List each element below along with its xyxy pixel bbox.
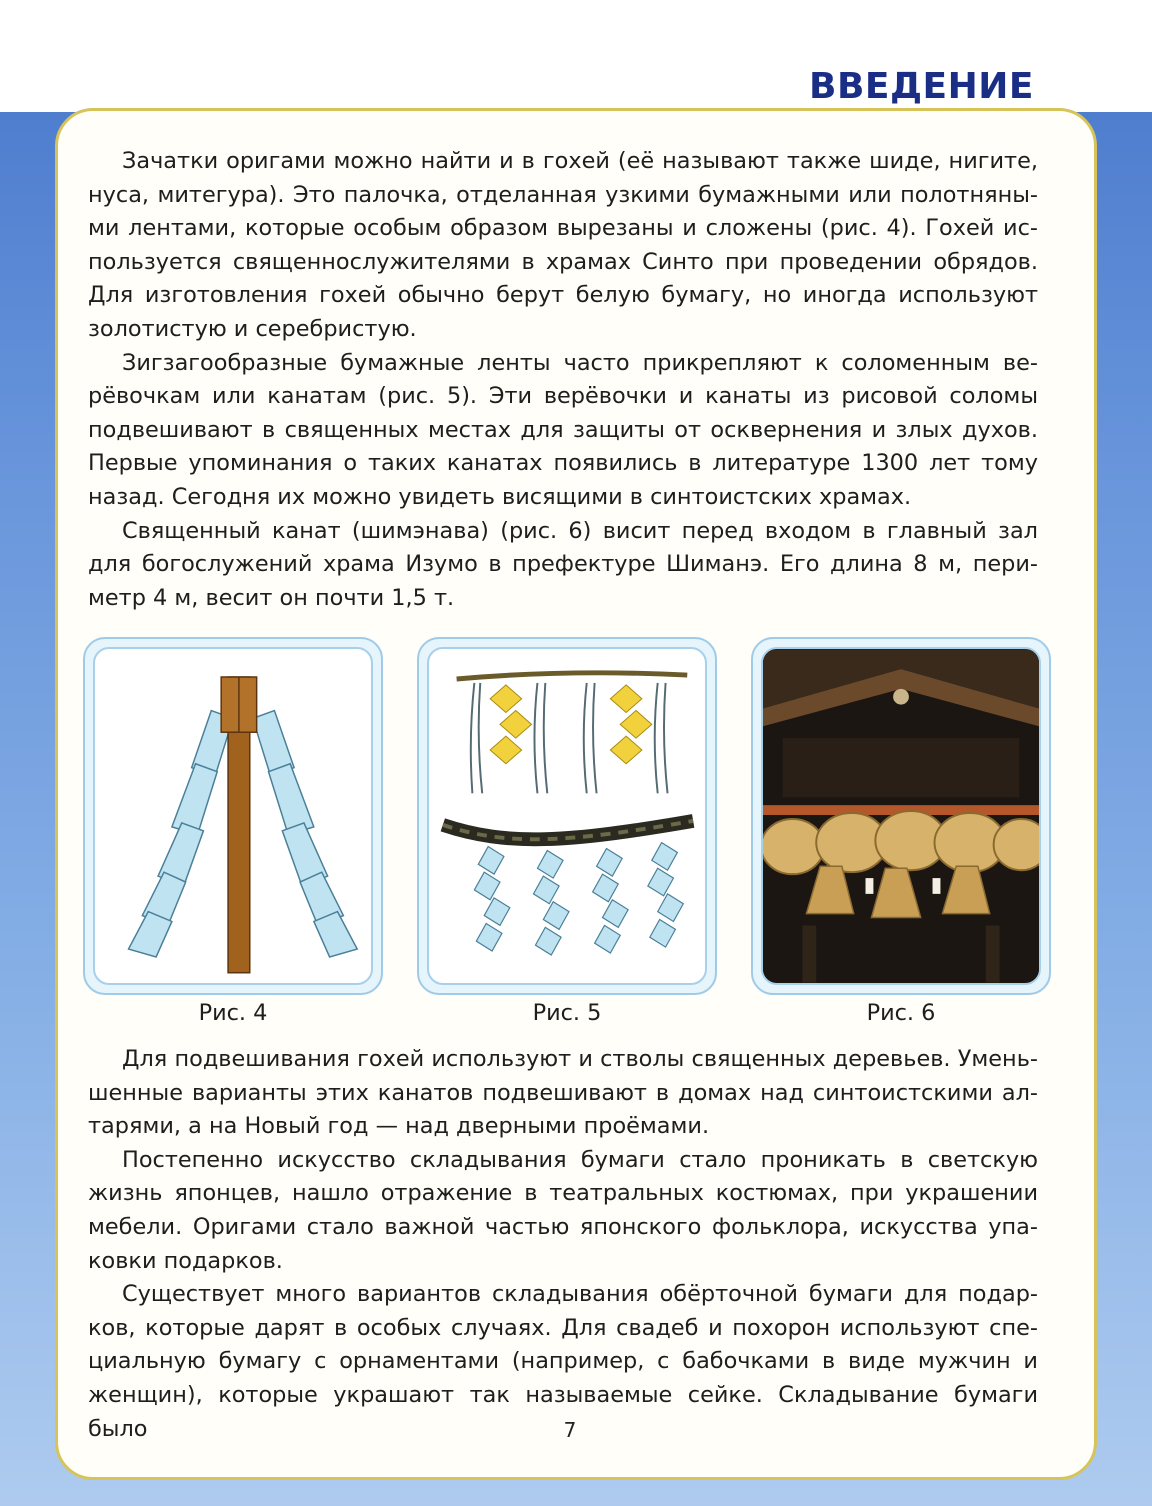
rope-strips-illustration <box>429 649 705 983</box>
page-number: 7 <box>563 1418 577 1442</box>
hanging-thread <box>655 683 668 793</box>
paper-strip <box>129 912 172 957</box>
paper-zigzag <box>474 872 500 900</box>
paragraph-gohei: Зачатки оригами можно найти и в гохей (её называют также шиде, нигите, нуса, митегура). Это палочка, отделанная узкими бумажными или полотняными лентами, которые особым образом вырезаны и сложены (рис. 4). Гохей используется священнослужителями в храмах Синто при проведении обрядов. Для изготовления гохей обычно берут белую бумагу, но иногда используют золотистую и серебристую. <box>88 148 1038 342</box>
paper-zigzag <box>602 900 628 928</box>
gohei-illustration <box>95 649 371 983</box>
shimenawa-photo <box>763 649 1039 983</box>
figure-6-photo <box>761 647 1041 985</box>
gold-zigzag <box>500 711 532 739</box>
body-text-bottom <box>88 1043 1038 1446</box>
gold-zigzag <box>490 736 522 764</box>
hanging-thread <box>471 683 482 793</box>
paper-zigzag <box>595 925 621 953</box>
gold-zigzag <box>490 685 522 713</box>
paper-zigzag <box>597 849 623 877</box>
roof-crest <box>893 689 909 705</box>
paper-zigzag <box>476 923 502 951</box>
paper-zigzag <box>533 876 559 904</box>
paper-zigzag <box>648 868 674 896</box>
paper-zigzag <box>478 847 504 875</box>
paper-zigzag <box>658 894 684 922</box>
figure-5-caption: Рис. 5 <box>532 1000 602 1026</box>
hanging-thread <box>584 683 597 793</box>
paper-zigzag <box>484 898 510 926</box>
paragraph-sacred-trees: Для подвешивания гохей используют и стволы священных деревьев. Уменьшенные варианты этих канатов подвешивают в домах над синтоистскими алтарями, а на Новый год — над дверными проёмами. <box>88 1046 1038 1140</box>
figure-5-frame <box>417 637 717 995</box>
paper-strip <box>268 764 313 835</box>
paragraph-zigzag-strips: Зигзагообразные бумажные ленты часто прикрепляют к соломенным верёвочкам или канатам (рис. 5). Эти верёвочки и канаты из рисовой соломы подвешивают в священных местах для защиты от осквернения и злых духов. Первые упоминания о таких канатах появились в литературе 1300 лет тому назад. Сегодня их можно увидеть висящими в синтоистских храмах. <box>88 349 1038 510</box>
figure-6-frame <box>751 637 1051 995</box>
gold-zigzag <box>610 685 642 713</box>
paper-strip <box>172 764 217 835</box>
paper-zigzag <box>593 874 619 902</box>
rope-twist <box>994 819 1039 870</box>
paper-strip <box>314 912 357 957</box>
paper-zigzag <box>650 920 676 948</box>
paper-zigzag <box>652 843 678 871</box>
gold-zigzag <box>620 711 652 739</box>
white-shide <box>866 878 874 894</box>
paragraph-secular-life: Постепенно искусство складывания бумаги стало проникать в светскую жизнь японцев, нашло отражение в театральных костюмах, при украшении мебели. Оригами стало важной частью японского фольклора, искусства упаковки подарков. <box>88 1146 1038 1274</box>
figure-4-caption: Рис. 4 <box>198 1000 268 1026</box>
body-text-top <box>88 145 1038 615</box>
header-bar <box>0 0 1152 112</box>
figure-5-image <box>427 647 707 985</box>
paragraph-gift-wrapping: Существует много вариантов складывания обёрточной бумаги для подарков, которые дарят в особых случаях. Для свадеб и похорон используют специальную бумагу с орнаментами (например, с бабочками в виде мужчин и женщин), которые украшают так называемые сейке. Складывание бумаги было <box>88 1281 1038 1442</box>
gold-zigzag <box>610 736 642 764</box>
thin-rope <box>457 673 688 679</box>
rope-twist <box>763 819 824 874</box>
paragraph-shimenawa: Священный канат (шимэнава) (рис. 6) висит перед входом в главный зал для богослужений храма Изумо в префектуре Шиманэ. Его длина 8 м, периметр 4 м, весит он почти 1,5 т. <box>88 517 1038 611</box>
figure-6-caption: Рис. 6 <box>866 1000 936 1026</box>
hanging-thread <box>534 683 547 793</box>
section-title: ВВЕДЕНИЕ <box>809 66 1034 107</box>
paper-zigzag <box>535 927 561 955</box>
paper-zigzag <box>537 851 563 879</box>
figure-4-frame <box>83 637 383 995</box>
figure-4-image <box>93 647 373 985</box>
white-shide <box>933 878 941 894</box>
paper-zigzag <box>543 902 569 930</box>
